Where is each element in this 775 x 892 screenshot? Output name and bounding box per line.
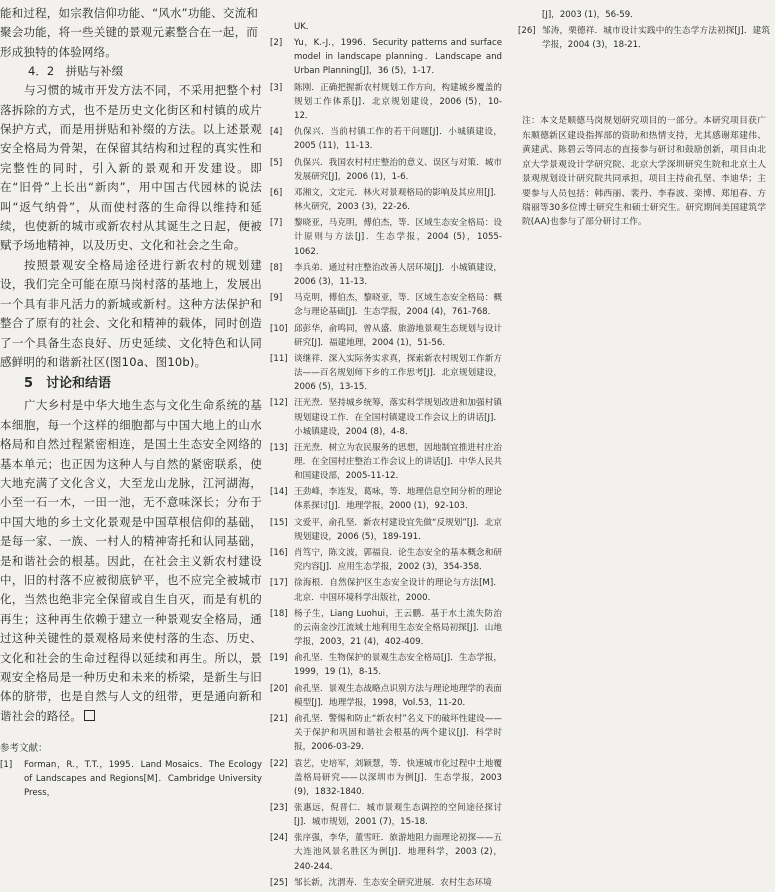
reference-item xyxy=(270,156,502,184)
reference-number: [18] xyxy=(270,608,288,619)
reference-number xyxy=(518,8,542,22)
reference-item xyxy=(270,352,502,394)
reference-item xyxy=(270,516,502,544)
reference-number: [20] xyxy=(270,683,288,694)
body-paragraph-4-2a: 与习惯的城市开发方法不同，不采用把整个村落拆除的方式，也不是历史文化街区和村镇的成片保护方式，而是用拼贴和补缀的方法。以上述景观安全格局为骨架，在保留其结构和过程的真实性和完整性的同时，引入新的景观和开发建设。即在“旧骨”上长出“新肉”，用中国古代园林的说法叫“返气纳骨”，从而使村落的生命得以维持和延续，也使新的城市或新农村从其诞生之日起，便被赋予场地精神，以及历史、文化和社会之生命。 xyxy=(0,83,262,253)
reference-number: [17] xyxy=(270,578,288,589)
reference-text: 杨子生，Liang Luohui，王云鹏．基于水土流失防治的云南金沙江流域土地利用生态安全格局初探[J]．山地学报，2003，21 (4)，402-409． xyxy=(294,608,502,648)
reference-text: 邹涛，栗德祥．城市设计实践中的生态学方法初探[J]．建筑学报，2004 (3)，18-21． xyxy=(542,26,770,51)
reference-item xyxy=(270,36,502,78)
reference-text: 袁艺，史培军，刘颖慧，等．快速城市化过程中土地覆盖格局研究——以深圳市为例[J]．生态学报，2003 (9)，1832-1840． xyxy=(294,758,502,797)
reference-item xyxy=(270,712,502,754)
reference-text: 汪光焘．坚持城乡统筹，落实科学规划改进和加强村镇规划建设工作．在全国村镇建设工作会议上的讲话[J]．小城镇建设，2004 (8)，4-8． xyxy=(294,398,502,437)
reference-number: [24] xyxy=(270,833,288,844)
reference-number xyxy=(270,20,294,34)
subsection-heading-4-2: 4．2 拼贴与补缀 xyxy=(28,64,124,79)
reference-item xyxy=(270,20,502,34)
reference-item xyxy=(270,757,502,799)
reference-text: [J]，2003 (1)，56-59． xyxy=(542,10,639,20)
reference-item xyxy=(270,125,502,153)
reference-item xyxy=(270,291,502,319)
middle-column xyxy=(270,20,502,892)
reference-item xyxy=(270,651,502,679)
reference-number: [23] xyxy=(270,803,288,813)
reference-item xyxy=(270,261,502,289)
reference-text: 陈刚．正确把握新农村规划工作方向，构建城乡覆盖的规划工作体系[J]．北京规划建设，2006 (5)，10-12． xyxy=(294,82,502,121)
reference-text: 谈继祥．深入实际务实求真，探索新农村规划工作新方法——百名规划师下乡的工作思考[J]．北京规划建设，2006 (5)，13-15． xyxy=(294,353,502,393)
reference-item xyxy=(270,546,502,574)
right-column xyxy=(518,8,770,230)
reference-text: 张序强，李华，董雪旺．旅游地阻力面理论初探——五大连池风景名胜区为例[J]．地理科学，2003 (2)，240-244． xyxy=(294,833,502,872)
reference-item xyxy=(270,576,502,604)
reference-text: 肖笃宁，陈文波，郭福良．论生态安全的基本概念和研究内容[J]．应用生态学报，2002 (3)，354-358． xyxy=(294,548,502,573)
reference-item xyxy=(270,682,502,710)
reference-number: [25] xyxy=(270,877,288,888)
references-title: 参考文献： xyxy=(0,743,48,755)
reference-text: 仇保兴．当前村镇工作的若干问题[J]．小城镇建设，2005 (11)，11-13． xyxy=(294,127,502,152)
reference-number: [12] xyxy=(270,398,288,409)
body-paragraph-5: 广大乡村是中华大地生态与文化生命系统的基本细胞，每一个这样的细胞都与中国大地上的山水格局和自然过程紧密相连，是国土生态安全网络的基本单元；也正因为这种人与自然的紧密联系，使大地充满了文化含义，大至龙山龙脉，江河湖海，小至一石一木，一田一池，无不意味深长；分布于中国大地的乡土文化景观是中国草根信仰的基础，是每一家、一族、一村人的精神寄托和认同基础，是和谐社会的根基。因此，在社会主义新农村建设中，旧的村落不应被彻底铲平，也不应完全被城市化，当然也绝非完全保留或自生自灭，而是有机的再生；这种再生依赖于建立一种景观安全格局，通过这种关键性的景观格局来使村落的生态、历史、文化和社会的生命过程得以延续和再生。所以，景观安全格局是一种历史和未来的桥梁，是新生与旧体的脐带，也是自然与人文的纽带，更是通向新和谐社会的路径。 xyxy=(0,398,262,723)
reference-item xyxy=(270,485,502,513)
reference-number: [15] xyxy=(270,517,288,528)
reference-number: [8] xyxy=(270,262,283,273)
reference-text: 仇保兴．我国农村村庄整治的意义、误区与对策．城市发展研究[J]，2006 (1)，1-6． xyxy=(294,157,502,182)
reference-item xyxy=(270,186,502,214)
reference-text: 俞孔坚．景观生态战略点识别方法与理论地理学的表面模型[J]．地理学报，1998，Vol.53，11-20． xyxy=(294,683,502,708)
reference-number: [7] xyxy=(270,218,283,229)
reference-list-left xyxy=(0,758,262,800)
reference-text: Forman，R.，T.T.，1995．Land Mosaics．The Ecology of Landscapes and Regions[M]．Cambridge University Press， xyxy=(24,760,262,799)
reference-item xyxy=(518,24,770,52)
reference-text: 王劲峰，李连发，葛咏，等．地理信息空间分析的理论体系探讨[J]．地理学报，2000 (1)，92-103． xyxy=(294,487,502,512)
reference-item xyxy=(270,396,502,438)
reference-number: [21] xyxy=(270,714,288,725)
reference-item xyxy=(270,441,502,483)
reference-number: [19] xyxy=(270,653,288,664)
reference-number: [6] xyxy=(270,187,283,198)
reference-number: [26] xyxy=(518,26,536,37)
reference-item xyxy=(270,322,502,350)
reference-list-middle xyxy=(270,20,502,890)
reference-text: 邱彭华，俞鸣同，曾从盛．旅游地景观生态规划与设计研究[J]．福建地理，2004 (1)，51-56． xyxy=(294,323,502,348)
reference-number: [9] xyxy=(270,293,283,304)
body-paragraph-4-2b: 按照景观安全格局途径进行新农村的规划建设，我们完全可能在原马岗村落的基地上，发展出一个具有非凡活力的新城或新村。这种方法保护和整合了原有的社会、文化和精神的载体，同时创造了一个具备生态良好、历史延续、文化特色和认同感鲜明的和谐新社区(图10a、图10b)。 xyxy=(0,257,262,369)
reference-text: UK． xyxy=(294,22,315,32)
reference-number: [4] xyxy=(270,127,283,138)
reference-item xyxy=(270,607,502,649)
reference-item xyxy=(270,801,502,829)
reference-text: 黎晓亚，马克明，傅伯杰，等．区域生态安全格局：设计原则与方法[J]．生态学报，2004 (5)，1055-1062． xyxy=(294,218,502,257)
body-paragraph-intro: 能和过程，如宗教信仰功能、“风水”功能、交流和聚会功能，将一些关键的景观元素整合在一起，而形成独特的体验网络。 xyxy=(0,6,259,59)
reference-text: 张惠远，倪晋仁．城市景观生态调控的空间途径探讨[J]．城市规划，2001 (7)，15-18． xyxy=(294,803,502,828)
reference-list-right xyxy=(518,8,770,52)
reference-number: [10] xyxy=(270,323,288,334)
reference-text: 邓湘文，文定元．林火对景观格局的影响及其应用[J]．林火研究，2003 (3)，22-26． xyxy=(294,187,502,213)
reference-item xyxy=(270,876,502,890)
reference-item xyxy=(270,81,502,123)
reference-text: 文爱平，俞孔坚．新农村建设宜先做“反规划”[J]．北京规划建设，2006 (5)，189-191． xyxy=(294,517,502,542)
section-5-title: 5 讨论和结语 xyxy=(24,376,112,392)
reference-item xyxy=(270,216,502,258)
reference-text: 邹长新，沈渭寿．生态安全研究进展．农村生态环境 xyxy=(294,877,492,888)
reference-number: [5] xyxy=(270,157,283,168)
reference-text: 汪光焘．树立为农民服务的思想，因地制宜推进村庄治理．在全国村庄整治工作会议上的讲话[J]．中华人民共和国建设部，2005-11-12． xyxy=(294,442,502,482)
reference-number: [14] xyxy=(270,487,288,498)
reference-text: 俞孔坚．生物保护的景观生态安全格局[J]．生态学报，1999，19 (1)，8-15． xyxy=(294,653,502,678)
reference-number: [2] xyxy=(270,38,283,49)
reference-text: 李兵弟．通过村庄整治改善人居环境[J]．小城镇建设，2006 (3)，11-13． xyxy=(294,262,502,287)
reference-number: [1] xyxy=(0,760,13,771)
reference-text: Yu，K.-J.，1996．Security patterns and surface model in landscape planning．Landscape and Urban Planning[J]，36 (5)，1-17． xyxy=(294,38,502,77)
reference-text: 俞孔坚．警惕和防止“新农村”名义下的破坏性建设——关于保护和巩固和谐社会根基的两个建议[J]．科学时报，2006-03-29． xyxy=(294,714,502,753)
reference-item xyxy=(270,831,502,873)
reference-number: [16] xyxy=(270,548,288,559)
left-column xyxy=(0,0,262,803)
reference-number: [3] xyxy=(270,82,283,93)
reference-number: [13] xyxy=(270,442,288,453)
reference-text: 马克明，傅伯杰，黎晓亚，等．区域生态安全格局：概念与理论基础[J]．生态学报，2004 (4)，761-768． xyxy=(294,293,502,318)
reference-number: [22] xyxy=(270,758,288,769)
reference-item xyxy=(0,758,262,800)
acknowledgement-note: 注：本文是顺德马岗规划研究项目的一部分。本研究项目获广东顺德新区建设指挥部的资助和热情支持，尤其感谢郑建伟、黄建武、陈碧云等同志的直接参与研讨和鼓励创新，项目由北京大学景观设计学研究院、北京大学深圳研究生院和北京土人景观规划设计研究院共同承担，项目主持俞孔坚、李迪华；主要参与人员包括：韩西丽、裴丹、李春波、栾博、郑旭春、方瑞丽等30多位博士研究生和硕士研究生。研究期间美国建筑学院(AA)也参与了部分研讨工作。 xyxy=(522,116,766,228)
end-mark xyxy=(84,710,95,721)
reference-text: 徐海根．自然保护区生态安全设计的理论与方法[M]．北京．中国环境科学出版社，2000． xyxy=(294,578,502,603)
reference-number: [11] xyxy=(270,353,288,364)
reference-item xyxy=(518,8,770,22)
